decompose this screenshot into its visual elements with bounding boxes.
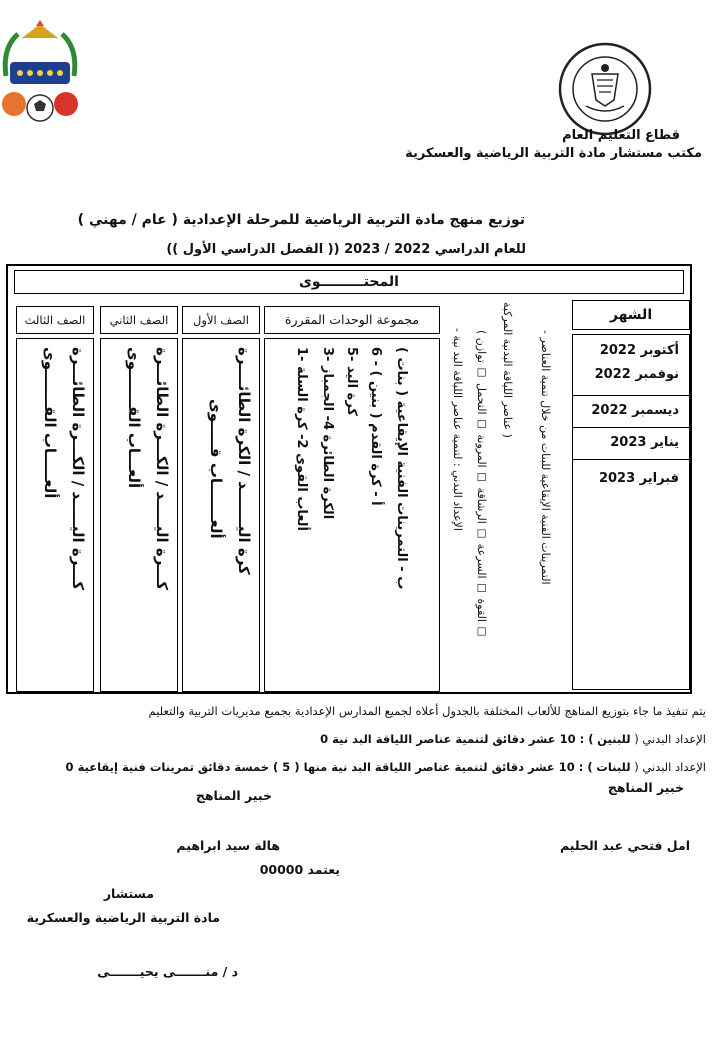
signer-name-right: امل فتحي عبد الحليم xyxy=(559,838,690,853)
month-header: الشهر xyxy=(572,300,690,330)
units-line-3: 5- كرة اليد xyxy=(344,347,359,416)
ministry-logo xyxy=(556,40,654,138)
units-line-5: ب - التمرينات الفنية الإيقاعية ( بنات ) xyxy=(394,347,409,590)
grade1-line-1: ألعـــــــاب قـــــوى xyxy=(207,399,225,539)
month-divider xyxy=(573,395,689,396)
fitness-line-3: عناصر اللياقة البدنية المركبة ) xyxy=(501,302,514,438)
expert-title-left: خبير المناهج xyxy=(195,788,272,803)
advisor-title: مستشار xyxy=(103,886,154,901)
grade2-line-2: كـــرة اليـــــد / الكـــرة الطائـــرة xyxy=(153,347,171,591)
grade1-line-2: كرة اليـــــــد / الكرة الطائــــرة xyxy=(235,347,253,575)
note-line-1: يتم تنفيذ ما جاء بتوزيع المناهج للألعاب المختلفة بالجدول أعلاه لجميع المدارس الإعدادية بجميع مديريات التربية والتعليم xyxy=(148,704,706,718)
month-divider xyxy=(573,459,689,460)
months-column xyxy=(572,334,690,690)
office-name: مكتب مستشار مادة التربية الرياضية والعسكرية xyxy=(405,146,702,161)
fitness-line-4: - التمرينات الفنية الإيقاعية للبنات من خلال تنمية العناصر xyxy=(539,330,552,585)
grade1-column xyxy=(182,338,260,692)
month-november: نوفمبر 2022 xyxy=(594,367,679,382)
expert-title-right: خبير المناهج xyxy=(607,780,684,795)
fitness-column xyxy=(434,302,572,692)
curriculum-table xyxy=(6,264,692,694)
note-boys xyxy=(320,732,706,746)
fitness-line-1: - الإعداد البدني : لتنمية عناصر اللياقة البد نية xyxy=(451,328,464,531)
month-january: يناير 2023 xyxy=(610,435,679,450)
grade3-line-2: كـــرة اليـــــد / الكـــرة الطائـــرة xyxy=(69,347,87,591)
units-line-1: 1- ألعاب القوى 2- كرة السلة xyxy=(294,347,309,531)
boys-prefix: الإعداد البدني ( xyxy=(634,732,706,746)
page-subtitle: للعام الدراسي 2022 / 2023 (( الفصل الدراسي الأول )) xyxy=(166,242,526,257)
signer-name-left: هالة سيد ابراهيم xyxy=(176,838,280,853)
grade1-header: الصف الأول xyxy=(182,306,260,334)
approval-line: يعتمد 00000 xyxy=(259,862,340,877)
grade2-header: الصف الثاني xyxy=(100,306,178,334)
grade3-line-1: ألعـــــاب القـــــــوى xyxy=(41,347,59,499)
girls-prefix: الإعداد البدني ( xyxy=(634,760,706,774)
grade3-column xyxy=(16,338,94,692)
units-header: مجموعة الوحدات المقررة xyxy=(264,306,440,334)
sports-emblem-logo xyxy=(0,18,80,124)
month-october: أكتوبر 2022 xyxy=(599,343,679,358)
units-line-2: 3- الكرة الطائرة 4- الجمباز xyxy=(320,347,335,520)
note-girls xyxy=(66,760,706,774)
page-title: توزيع منهج مادة التربية الرياضية للمرحلة الإعدادية ( عام / مهني ) xyxy=(77,212,525,228)
fitness-line-2: ( القوة ☐ السرعة ☐ الرشاقة ☐ المرونة ☐ التحمل ☐ توازن ☐ xyxy=(475,330,488,639)
advisor-name: د / منـــــــى يحيـــــــى xyxy=(97,964,238,979)
month-divider xyxy=(573,427,689,428)
grade2-column xyxy=(100,338,178,692)
advisor-subject: مادة التربية الرياضية والعسكرية xyxy=(26,910,220,925)
month-december: ديسمبر 2022 xyxy=(591,403,679,418)
units-line-4: 6 - أ - كرة القدم ( بنين ) xyxy=(368,347,383,506)
grade3-header: الصف الثالث xyxy=(16,306,94,334)
girls-rest: ) : 10 عشر دقائق لتنمية عناصر اللياقة البد نية منها ( 5 ) خمسة دقائق تمرينات فنية إيقاعية 0 xyxy=(65,760,593,774)
sector-name: قطاع التعليم العام xyxy=(562,128,680,143)
month-february: فبراير 2023 xyxy=(598,471,679,486)
grade2-line-1: ألعـــاب القـــــــوى xyxy=(125,347,143,489)
boys-label: للبنين xyxy=(597,732,631,746)
girls-label: للبنات xyxy=(596,760,631,774)
boys-rest: ) : 10 عشر دقائق لتنمية عناصر اللياقة البد نية 0 xyxy=(320,732,594,746)
units-column xyxy=(264,338,440,692)
content-header: المحتـــــــــوى xyxy=(14,270,684,294)
